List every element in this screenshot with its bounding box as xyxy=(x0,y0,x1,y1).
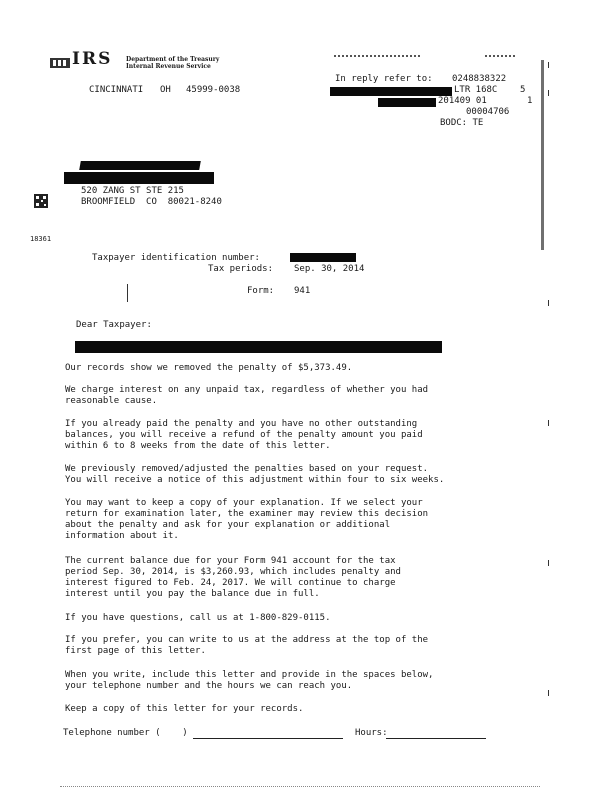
paragraph-explanation: You may want to keep a copy of your explanation. If we select your return for examination later, the examiner may review this decision about the penalty and ask for your explanation or additional information about it. xyxy=(65,498,429,541)
paragraph-balance-due: The current balance due for your Form 941 account for the tax period Sep. 30, 2014, is $3,260.93, which includes penalty and interest figured to Feb. 24, 2017. We will continue to charge interest until you pay the balance due in full. xyxy=(65,556,401,599)
scan-edge-mark xyxy=(548,560,549,566)
reply-ltr-num: 5 xyxy=(520,85,526,95)
reply-bodc: BODC: TE xyxy=(440,118,484,128)
scan-edge-mark xyxy=(548,690,549,696)
redaction-bar xyxy=(330,87,452,96)
reply-seq-number: 00004706 xyxy=(466,107,510,117)
paragraph-write: If you prefer, you can write to us at the address at the top of the first page of this letter. xyxy=(65,635,429,656)
telephone-field-line[interactable] xyxy=(193,738,343,739)
scan-edge-mark xyxy=(548,300,549,306)
hours-label: Hours: xyxy=(355,728,388,738)
salutation: Dear Taxpayer: xyxy=(76,320,152,330)
redaction-bar xyxy=(75,341,442,353)
scan-artifact-line xyxy=(127,284,128,302)
telephone-label: Telephone number ( ) xyxy=(63,728,188,738)
form-label: Form: xyxy=(247,286,275,296)
tax-period-value: Sep. 30, 2014 xyxy=(294,264,365,274)
redaction-bar xyxy=(64,172,214,184)
header-scan-artifact xyxy=(334,55,420,57)
irs-logo-text: IRS xyxy=(72,49,113,69)
paragraph-penalty-removed: Our records show we removed the penalty of $5,373.49. xyxy=(65,363,353,373)
reply-page-indicator: 1 xyxy=(527,96,533,106)
form-value: 941 xyxy=(294,286,311,296)
scan-edge-mark xyxy=(548,90,549,96)
agency-name xyxy=(126,56,219,70)
address-line-2: BROOMFIELD CO 80021-8240 xyxy=(81,197,222,207)
irs-eagle-logo-icon xyxy=(50,57,70,69)
irs-zip: 45999-0038 xyxy=(186,85,241,95)
reply-ref-number: 0248838322 xyxy=(452,74,507,84)
redaction-bar xyxy=(378,98,436,107)
paragraph-questions: If you have questions, call us at 1-800-829-0115. xyxy=(65,613,331,623)
paragraph-include-letter: When you write, include this letter and provide in the spaces below, your telephone number and the hours we can reach you. xyxy=(65,670,434,691)
reply-label: In reply refer to: xyxy=(335,74,433,84)
paragraph-adjustment: We previously removed/adjusted the penalties based on your request. You will receive a notice of this adjustment within four to six weeks. xyxy=(65,464,445,485)
reply-ltr: LTR 168C xyxy=(454,85,498,95)
bottom-scan-edge xyxy=(60,786,540,787)
agency-line-2: Internal Revenue Service xyxy=(126,63,211,70)
tin-label: Taxpayer identification number: xyxy=(92,253,260,263)
address-line-1: 520 ZANG ST STE 215 xyxy=(81,186,184,196)
paragraph-interest: We charge interest on any unpaid tax, regardless of whether you had reasonable cause. xyxy=(65,385,429,406)
scan-edge-mark xyxy=(541,60,544,250)
tax-period-label: Tax periods: xyxy=(208,264,274,274)
paragraph-keep-copy: Keep a copy of this letter for your records. xyxy=(65,704,304,714)
barcode-icon xyxy=(34,194,48,208)
redaction-bar xyxy=(79,161,201,170)
hours-field-line[interactable] xyxy=(386,738,486,739)
irs-city: CINCINNATI xyxy=(89,85,144,95)
redaction-bar xyxy=(290,253,356,262)
irs-state: OH xyxy=(160,85,171,95)
agency-line-1: Department of the Treasury xyxy=(126,56,220,63)
scan-edge-mark xyxy=(548,420,549,426)
reply-date-code: 201409 01 xyxy=(438,96,487,106)
side-number: 18361 xyxy=(30,235,52,243)
scan-edge-mark xyxy=(548,62,549,68)
paragraph-refund: If you already paid the penalty and you have no other outstanding balances, you will receive a refund of the penalty amount you paid within 6 to 8 weeks from the date of this letter. xyxy=(65,419,423,451)
header-scan-artifact-2 xyxy=(485,55,515,57)
